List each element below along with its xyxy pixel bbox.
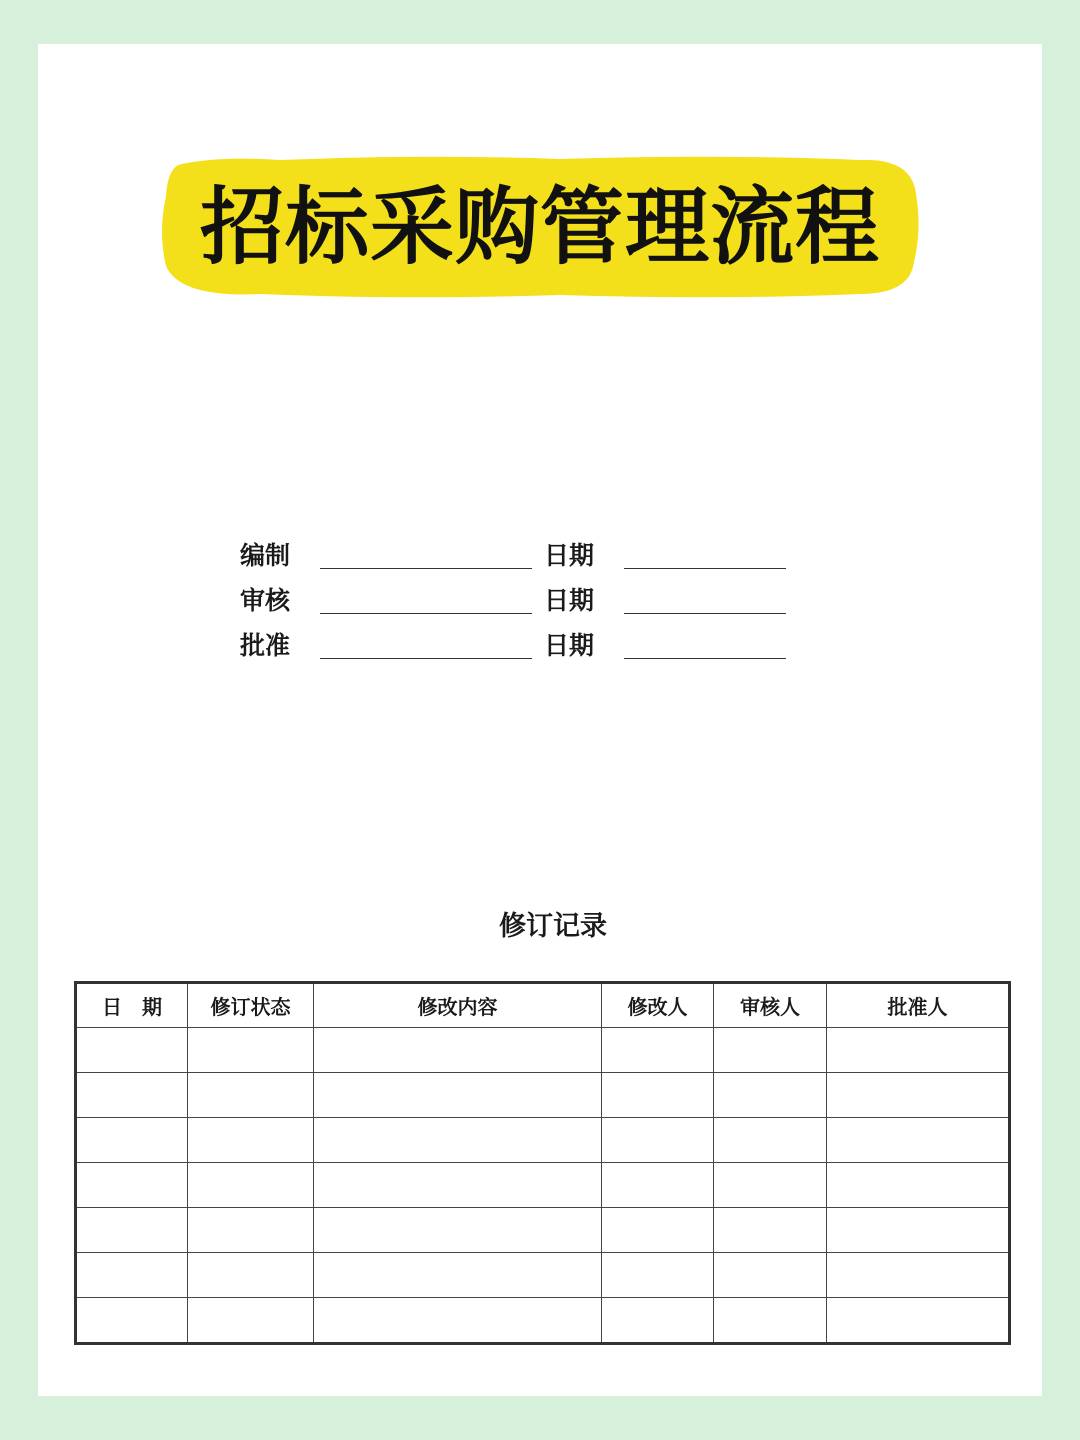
table-cell [314, 1163, 602, 1208]
table-cell [714, 1028, 827, 1073]
table-cell [714, 1163, 827, 1208]
table-cell [827, 1253, 1010, 1298]
table-cell [714, 1253, 827, 1298]
table-cell [76, 1253, 188, 1298]
signoff-date-line-prepared [624, 568, 786, 569]
table-row [76, 1118, 1010, 1163]
table-cell [314, 1118, 602, 1163]
table-row [76, 1073, 1010, 1118]
revision-table [74, 981, 1011, 1345]
signoff-label-approved: 批准 [240, 631, 291, 660]
col-header-approver: 批准人 [827, 983, 1010, 1028]
col-header-modifier: 修改人 [602, 983, 714, 1028]
signoff-line-reviewed [320, 613, 532, 614]
table-cell [76, 1298, 188, 1344]
table-row [76, 1028, 1010, 1073]
revision-table-header [76, 983, 1010, 1028]
signoff-row-approved [240, 622, 800, 667]
table-cell [188, 1028, 314, 1073]
table-row [76, 1253, 1010, 1298]
col-header-reviewer: 审核人 [714, 983, 827, 1028]
table-cell [188, 1298, 314, 1344]
table-cell [314, 1028, 602, 1073]
table-cell [188, 1208, 314, 1253]
page-title: 招标采购管理流程 [199, 178, 880, 276]
table-cell [314, 1253, 602, 1298]
table-cell [714, 1298, 827, 1344]
revision-record-title: 修订记录 [499, 911, 607, 942]
table-cell [602, 1163, 714, 1208]
table-cell [314, 1073, 602, 1118]
table-cell [827, 1118, 1010, 1163]
signoff-row-reviewed [240, 577, 800, 622]
table-cell [827, 1163, 1010, 1208]
table-cell [76, 1163, 188, 1208]
table-cell [827, 1028, 1010, 1073]
signoff-label-prepared: 编制 [240, 541, 291, 570]
table-cell [314, 1298, 602, 1344]
table-cell [76, 1118, 188, 1163]
signoff-date-line-reviewed [624, 613, 786, 614]
signoff-row-prepared [240, 532, 800, 577]
title-banner [160, 154, 920, 300]
table-cell [602, 1253, 714, 1298]
table-cell [602, 1208, 714, 1253]
signoff-date-line-approved [624, 658, 786, 659]
col-header-date: 日 期 [76, 983, 188, 1028]
signoff-date-label-approved: 日期 [544, 631, 595, 660]
table-cell [714, 1118, 827, 1163]
table-row [76, 1298, 1010, 1344]
signoff-date-label-reviewed: 日期 [544, 586, 595, 615]
table-cell [188, 1118, 314, 1163]
table-cell [76, 1028, 188, 1073]
col-header-content: 修改内容 [314, 983, 602, 1028]
revision-table-body [76, 1028, 1010, 1344]
signoff-line-approved [320, 658, 532, 659]
table-cell [188, 1163, 314, 1208]
table-cell [602, 1073, 714, 1118]
table-cell [827, 1298, 1010, 1344]
table-cell [188, 1253, 314, 1298]
signoff-date-label-prepared: 日期 [544, 541, 595, 570]
table-cell [602, 1298, 714, 1344]
signoff-line-prepared [320, 568, 532, 569]
table-cell [714, 1208, 827, 1253]
col-header-status: 修订状态 [188, 983, 314, 1028]
table-cell [602, 1028, 714, 1073]
signoff-label-reviewed: 审核 [240, 586, 291, 615]
table-cell [188, 1073, 314, 1118]
document-page [38, 44, 1042, 1396]
table-cell [714, 1073, 827, 1118]
table-cell [76, 1208, 188, 1253]
table-row [76, 1163, 1010, 1208]
signoff-section [240, 532, 800, 667]
table-cell [76, 1073, 188, 1118]
table-cell [827, 1208, 1010, 1253]
table-row [76, 1208, 1010, 1253]
table-cell [602, 1118, 714, 1163]
table-cell [314, 1208, 602, 1253]
table-cell [827, 1073, 1010, 1118]
